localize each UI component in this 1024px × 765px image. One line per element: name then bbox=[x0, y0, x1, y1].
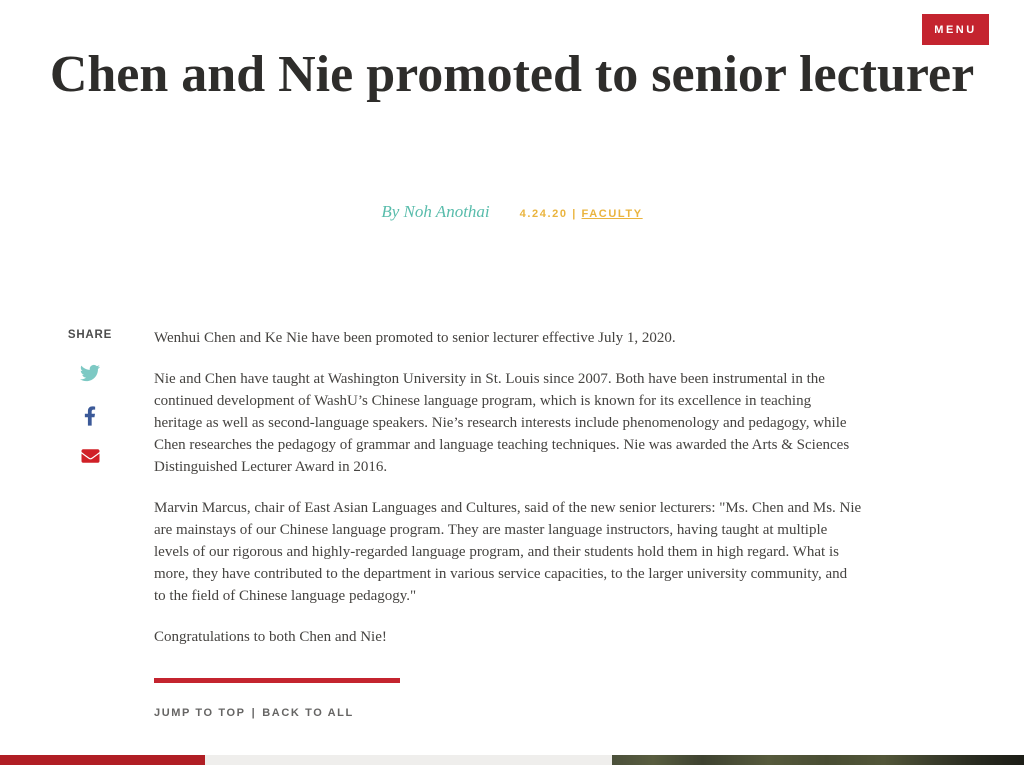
article-body bbox=[154, 327, 862, 719]
facebook-icon[interactable] bbox=[78, 405, 102, 427]
share-label: SHARE bbox=[67, 329, 113, 341]
footer-strip-gray bbox=[205, 755, 612, 765]
article-paragraph: Wenhui Chen and Ke Nie have been promoted to senior lecturer effective July 1, 2020. bbox=[154, 330, 676, 346]
article-paragraph: Congratulations to both Chen and Nie! bbox=[154, 629, 387, 645]
byline bbox=[0, 202, 1024, 222]
footer-photo-strip bbox=[612, 755, 1024, 765]
share-rail bbox=[64, 329, 116, 489]
byline-separator: | bbox=[572, 208, 577, 220]
author-link[interactable]: By Noh Anothai bbox=[381, 202, 490, 221]
footer-accent-red bbox=[0, 755, 205, 765]
jump-to-top-link[interactable]: JUMP TO TOP bbox=[154, 707, 246, 719]
article-paragraph: Nie and Chen have taught at Washington University in St. Louis since 2007. Both have been instrumental in the continued development of WashU’s Chinese language program, which is known for its excellence in teaching heritage as well as second-language speakers. Nie’s research interests include phenomenology and pedagogy, while Chen researches the pedagogy of grammar and language teaching techniques. Nie was awarded the Arts & Sciences Distinguished Lecturer Award in 2016. bbox=[154, 371, 850, 475]
twitter-icon[interactable] bbox=[78, 363, 102, 385]
email-icon[interactable] bbox=[78, 447, 102, 469]
article-paragraph: Marvin Marcus, chair of East Asian Languages and Cultures, said of the new senior lecturers: "Ms. Chen and Ms. Nie are mainstays of our Chinese language program. They are master language instructors, having taught at multiple levels of our rigorous and highly-regarded language program, and their students hold them in high regard. What is more, they have contributed to the department in various service capacities, to the larger university community, and to the field of Chinese language pedagogy." bbox=[154, 500, 862, 604]
back-to-all-link[interactable]: BACK TO ALL bbox=[262, 707, 354, 719]
footer-links bbox=[154, 707, 862, 719]
category-link-faculty[interactable]: FACULTY bbox=[581, 208, 643, 220]
red-divider bbox=[154, 678, 400, 683]
bottom-strip bbox=[0, 755, 1024, 765]
page-title: Chen and Nie promoted to senior lecturer bbox=[49, 46, 975, 103]
footer-links-separator: | bbox=[251, 707, 257, 719]
article-date: 4.24.20 bbox=[519, 208, 568, 220]
byline-meta bbox=[520, 208, 643, 220]
menu-button[interactable]: MENU bbox=[922, 14, 989, 45]
